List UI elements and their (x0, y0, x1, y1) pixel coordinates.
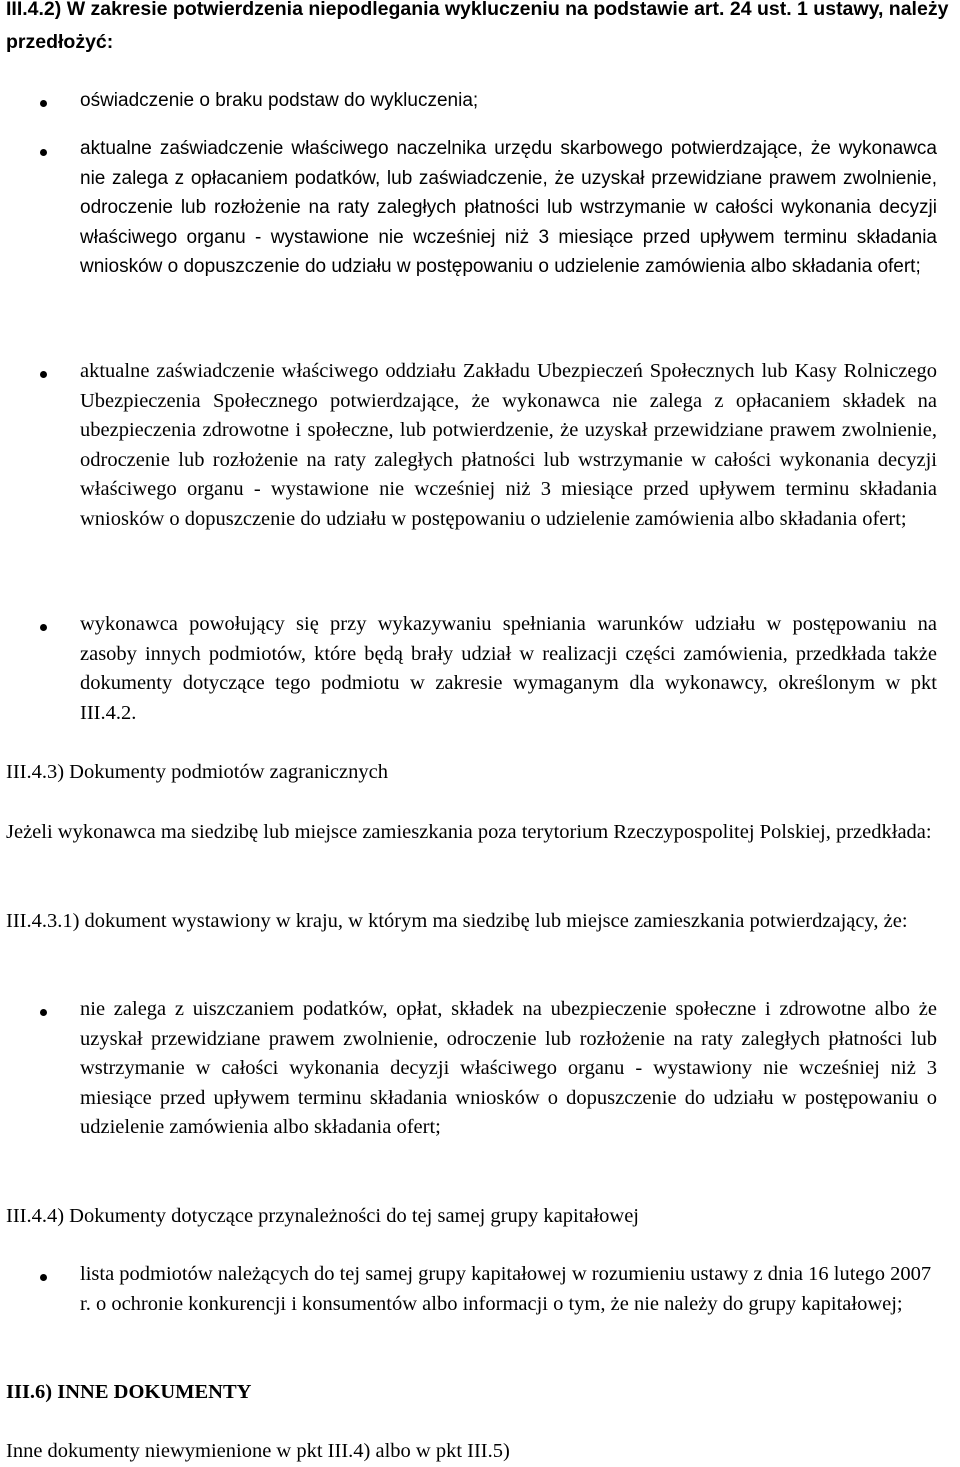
bullet-icon (40, 624, 47, 631)
bullet-icon (40, 1274, 47, 1281)
list-item: oświadczenie o braku podstaw do wykluczenia; (80, 90, 479, 111)
bullet-icon (40, 1009, 47, 1016)
bullet-icon (40, 371, 47, 378)
bullet-icon (40, 149, 47, 156)
section-4-3-heading: III.4.3) Dokumenty podmiotów zagranicznych (6, 761, 388, 783)
section-6-heading: III.6) INNE DOKUMENTY (6, 1381, 252, 1403)
section-6-text: Inne dokumenty niewymienione w pkt III.4) albo w pkt III.5) (6, 1440, 510, 1462)
list-item: nie zalega z uiszczaniem podatków, opłat, składek na ubezpieczenie społeczne i zdrowotne albo że uzyskał przewidziane prawem zwolnienie, odroczenie lub rozłożenie na raty zaległych płatności lub wstrzymanie w całości wykonania decyzji właściwego organu - wystawiony nie wcześniej niż 3 miesiące przed upływem terminu składania wniosków o dopuszczenie do udziału w postępowaniu o udzielenie zamówienia albo składania ofert; (80, 998, 937, 1138)
section-4-3-intro: Jeżeli wykonawca ma siedzibę lub miejsce zamieszkania poza terytorium Rzeczypospolitej Polskiej, przedkłada: (6, 821, 932, 843)
list-item: aktualne zaświadczenie właściwego naczelnika urzędu skarbowego potwierdzające, że wykonawca nie zalega z opłacaniem podatków, lub zaświadczenie, że uzyskał przewidziane prawem zwolnienie, odroczenie lub rozłożenie na raty zaległych płatności lub wstrzymanie w całości wykonania decyzji właściwego organu - wystawione nie wcześniej niż 3 miesiące przed upływem terminu składania wniosków o dopuszczenie do udziału w postępowaniu o udzielenie zamówienia albo składania ofert; (80, 138, 937, 277)
section-4-3-1-heading: III.4.3.1) dokument wystawiony w kraju, w którym ma siedzibę lub miejsce zamieszkania potwierdzający, że: (6, 910, 908, 932)
list-item: aktualne zaświadczenie właściwego oddziału Zakładu Ubezpieczeń Społecznych lub Kasy Rolniczego Ubezpieczenia Społecznego potwierdzające, że wykonawca nie zalega z opłacaniem składek na ubezpieczenia zdrowotne i społeczne, lub potwierdzenie, że uzyskał przewidziane prawem zwolnienie, odroczenie lub rozłożenie na raty zaległych płatności lub wstrzymanie w całości wykonania decyzji właściwego organu - wystawione nie wcześniej niż 3 miesiące przed upływem terminu składania wniosków o dopuszczenie do udziału w postępowaniu o udzielenie zamówienia albo składania ofert; (80, 360, 937, 530)
section-4-4-heading: III.4.4) Dokumenty dotyczące przynależności do tej samej grupy kapitałowej (6, 1205, 639, 1227)
list-item: lista podmiotów należących do tej samej grupy kapitałowej w rozumieniu ustawy z dnia 16 lutego 2007 r. o ochronie konkurencji i konsumentów albo informacji o tym, że nie należy do grupy kapitałowej; (80, 1263, 932, 1315)
bullet-icon (40, 100, 47, 107)
section-4-2-heading: III.4.2) W zakresie potwierdzenia niepodlegania wykluczeniu na podstawie art. 24 ust. 1 ustawy, należy przedłożyć: (6, 0, 949, 53)
list-item: wykonawca powołujący się przy wykazywaniu spełniania warunków udziału w postępowaniu na zasoby innych podmiotów, które będą brały udział w realizacji części zamówienia, przedkłada także dokumenty dotyczące tego podmiotu w zakresie wymaganym dla wykonawcy, określonym w pkt III.4.2. (80, 613, 937, 724)
